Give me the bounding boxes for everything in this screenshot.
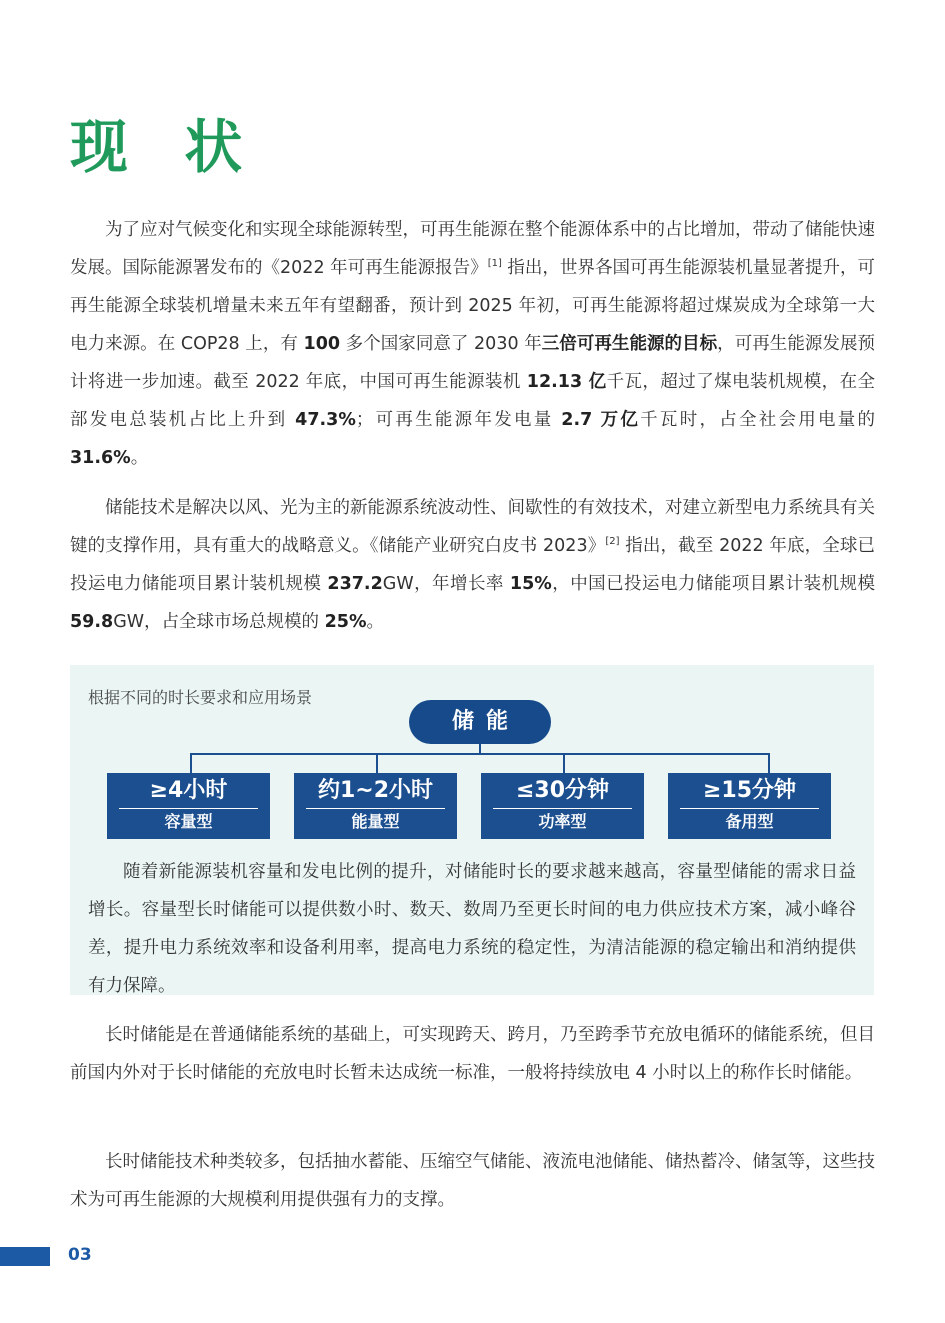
box-description: 随着新能源装机容量和发电比例的提升，对储能时长的要求越来越高，容量型储能的需求日益增长。容量型长时储能可以提供数小时、数天、数周乃至更长时间的电力供应技术方案，减小峰谷差，提升电力系统效率和设备利用率，提高电力系统的稳定性，为清洁能源的稳定输出和消纳提供有力保障。	[88, 862, 856, 996]
text-span: 指出，世界各国可再生能源装机量显著提升，可再生能源全球装机增量未来五年有望翻番，预计到 2025 年初，可再生能源将超过煤炭成为全球第一大电力来源。在 COP28 上，有	[70, 258, 875, 354]
paragraph-long-duration-types: 长时储能技术种类较多，包括抽水蓄能、压缩空气储能、液流电池储能、储热蓄冷、储氢等，这些技术为可再生能源的大规模利用提供强有力的支撑。	[70, 1152, 875, 1210]
highlight-share: 47.3%	[295, 410, 356, 430]
category-duration: ≥4小时	[149, 778, 228, 803]
storage-root-node: 储能	[409, 700, 551, 744]
text-span: ，可再生能源发展预计将进一步加速。截至 2022 年底，中国可再生能源装机	[70, 334, 875, 392]
highlight-china-capacity: 59.8	[70, 612, 114, 632]
highlight-goal: 三倍可再生能源的目标	[541, 334, 718, 354]
category-backup	[668, 773, 831, 839]
text-span: 千瓦时，占全社会用电量的	[640, 410, 876, 430]
paragraph-renewable-status	[70, 211, 875, 477]
text-span: GW，占全球市场总规模的	[113, 612, 325, 632]
highlight-generation: 2.7 万亿	[561, 410, 641, 430]
category-type: 能量型	[351, 812, 400, 831]
category-duration: 约1~2小时	[317, 778, 434, 803]
text-span: 储能技术是解决以风、光为主的新能源系统波动性、间歇性的有效技术，对建立新型电力系统具有关键的支撑作用，具有重大的战略意义。《储能产业研究白皮书 2023》	[70, 498, 875, 556]
box-caption: 根据不同的时长要求和应用场景	[88, 688, 313, 707]
category-duration: ≥15分钟	[702, 778, 797, 803]
category-energy	[294, 773, 457, 839]
text-span: 指出，截至 2022 年底，全球已投运电力储能项目累计装机规模	[70, 536, 875, 594]
category-duration: ≤30分钟	[515, 778, 610, 803]
connector-horizontal	[190, 753, 770, 755]
text-span: 。	[130, 448, 149, 468]
category-power	[481, 773, 644, 839]
category-capacity	[107, 773, 270, 839]
text-span: 千瓦，超过了煤电装机规模，在全部发电总装机占比上升到	[70, 372, 875, 430]
category-type: 备用型	[725, 812, 774, 831]
highlight-global-capacity: 237.2	[327, 574, 383, 594]
connector-drop-4	[768, 753, 770, 773]
text-span: 为了应对气候变化和实现全球能源转型，可再生能源在整个能源体系中的占比增加，带动了储能快速发展。国际能源署发布的《2022 年可再生能源报告》	[70, 220, 875, 278]
connector-drop-1	[190, 753, 192, 773]
connector-drop-2	[376, 753, 378, 773]
reference-1: [1]	[487, 258, 502, 270]
connector-drop-3	[563, 753, 565, 773]
category-type: 容量型	[164, 812, 213, 831]
paragraph-storage-tech	[70, 489, 875, 641]
text-span: 。	[366, 612, 385, 632]
highlight-market-share: 25%	[324, 612, 367, 632]
highlight-capacity: 12.13 亿	[526, 372, 607, 392]
category-type: 功率型	[538, 812, 587, 831]
highlight-consumption: 31.6%	[70, 448, 131, 468]
paragraph-long-duration-definition: 长时储能是在普通储能系统的基础上，可实现跨天、跨月，乃至跨季节充放电循环的储能系统，但目前国内外对于长时储能的充放电时长暂未达成统一标准，一般将持续放电 4 小时以上的称作长时储能。	[70, 1025, 875, 1083]
reference-2: [2]	[605, 536, 620, 548]
text-span: GW，年增长率	[382, 574, 510, 594]
page-number-bar	[0, 1247, 50, 1266]
storage-classification-box	[70, 665, 874, 995]
text-span: ；可再生能源年发电量	[355, 410, 562, 430]
page-number: 03	[68, 1245, 92, 1265]
highlight-countries: 100	[303, 334, 341, 354]
text-span: 多个国家同意了 2030 年	[340, 334, 542, 354]
highlight-growth-rate: 15%	[509, 574, 552, 594]
page-title: 现 状	[70, 113, 261, 181]
text-span: ，中国已投运电力储能项目累计装机规模	[551, 574, 875, 594]
